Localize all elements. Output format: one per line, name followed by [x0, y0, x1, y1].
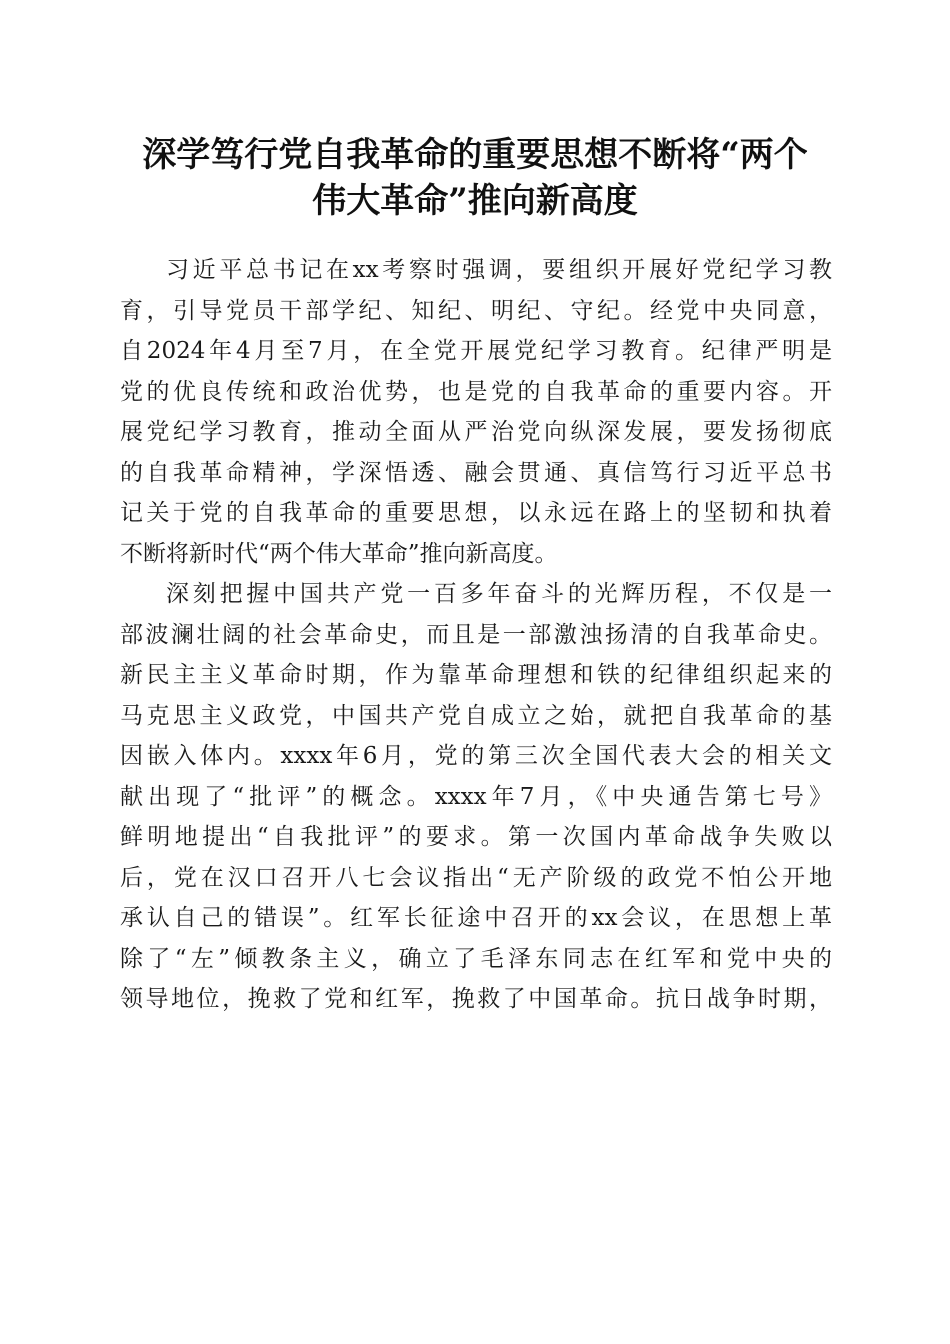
document-body: [120, 250, 832, 1020]
paragraph-line: 除了“左”倾教条主义，确立了毛泽东同志在红军和党中央的: [120, 945, 832, 972]
paragraph-line: 记关于党的自我革命的重要思想，以永远在路上的坚韧和执着: [120, 500, 832, 526]
paragraph-line: 育，引导党员干部学纪、知纪、明纪、守纪。经党中央同意，: [120, 297, 832, 324]
title-line-2: 伟大革命”推向新高度: [312, 181, 638, 221]
paragraph-line: 献出现了“批评”的概念。xxxx年7月，《中央通告第七号》: [120, 783, 832, 810]
paragraph-1: [120, 250, 832, 574]
paragraph-line: 习近平总书记在xx考察时强调，要组织开展好党纪学习教: [166, 257, 832, 283]
paragraph-line: 后，党在汉口召开八七会议指出“无产阶级的政党不怕公开地: [120, 864, 832, 891]
paragraph-line: 深刻把握中国共产党一百多年奋斗的光辉历程，不仅是一: [166, 581, 832, 607]
paragraph-line: 马克思主义政党，中国共产党自成立之始，就把自我革命的基: [120, 702, 832, 729]
document-title: [100, 132, 850, 224]
paragraph-line: 领导地位，挽救了党和红军，挽救了中国革命。抗日战争时期，: [120, 986, 832, 1012]
title-line-1: 深学笃行党自我革命的重要思想不断将“两个: [142, 135, 808, 175]
paragraph-line: 展党纪学习教育，推动全面从严治党向纵深发展，要发扬彻底: [120, 419, 832, 445]
paragraph-line: 新民主主义革命时期，作为靠革命理想和铁的纪律组织起来的: [120, 662, 832, 688]
paragraph-line: 自2024年4月至7月，在全党开展党纪学习教育。纪律严明是: [120, 338, 832, 364]
paragraph-line: 党的优良传统和政治优势，也是党的自我革命的重要内容。开: [120, 378, 832, 405]
paragraph-line: 的自我革命精神，学深悟透、融会贯通、真信笃行习近平总书: [120, 459, 832, 486]
paragraph-line: 部波澜壮阔的社会革命史，而且是一部激浊扬清的自我革命史。: [120, 621, 832, 648]
paragraph-line: 承认自己的错误”。红军长征途中召开的xx会议，在思想上革: [120, 905, 832, 931]
paragraph-line: 不断将新时代“两个伟大革命”推向新高度。: [120, 540, 558, 567]
paragraph-line: 因嵌入体内。xxxx年6月，党的第三次全国代表大会的相关文: [120, 743, 832, 769]
paragraph-line: 鲜明地提出“自我批评”的要求。第一次国内革命战争失败以: [120, 824, 832, 850]
paragraph-2: [120, 574, 832, 1020]
